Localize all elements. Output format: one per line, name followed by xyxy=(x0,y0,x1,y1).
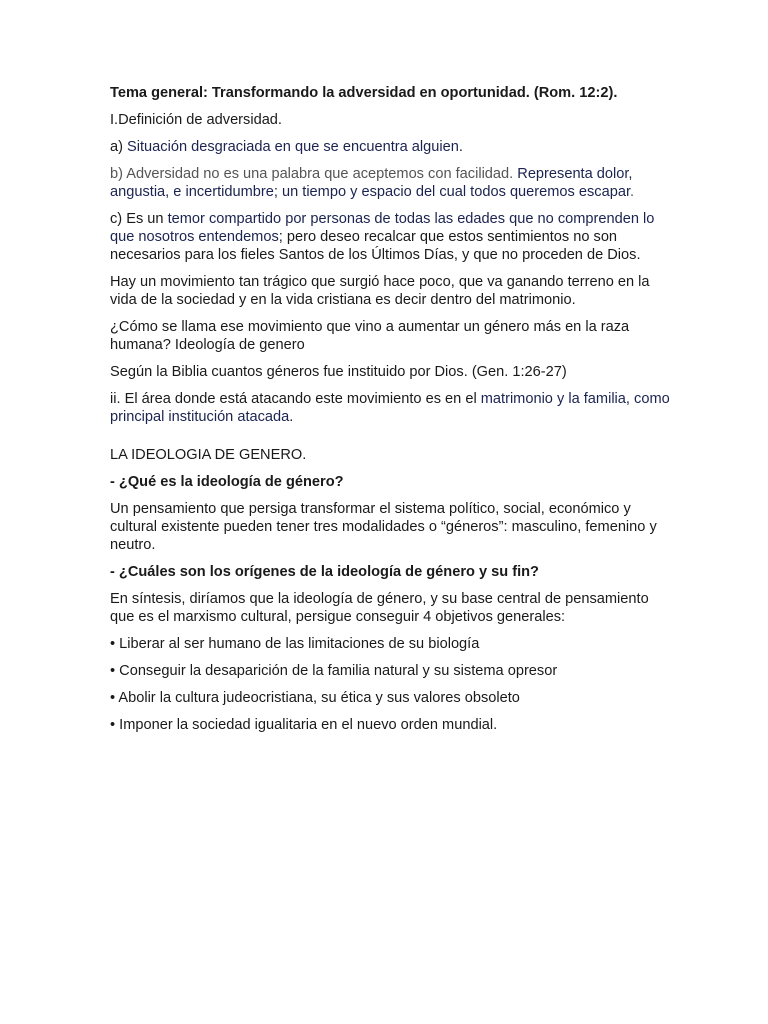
item-ii xyxy=(110,390,670,426)
document-title: Tema general: Transformando la adversidad en oportunidad. (Rom. 12:2). xyxy=(110,85,618,101)
section-title: LA IDEOLOGIA DE GENERO. xyxy=(110,447,307,463)
objectives-list xyxy=(110,635,670,734)
list-item: • Liberar al ser humano de las limitaciones de su biología xyxy=(110,636,480,652)
bible-question: Según la Biblia cuantos géneros fue instituido por Dios. (Gen. 1:26-27) xyxy=(110,364,567,380)
item-b-part3: . xyxy=(630,184,635,200)
item-a-prefix: a) xyxy=(110,139,128,155)
item-ii-part3: . xyxy=(289,409,294,425)
item-ii-part1: ii. El área donde está atacando este movimiento es en el xyxy=(110,391,481,407)
item-a xyxy=(110,138,670,156)
item-ii-part2: matrimonio y la familia, como principal institución atacada xyxy=(110,391,670,425)
list-item: • Abolir la cultura judeocristiana, su ética y sus valores obsoleto xyxy=(110,690,520,706)
list-item: • Conseguir la desaparición de la familia natural y su sistema opresor xyxy=(110,663,558,679)
item-c xyxy=(110,210,670,264)
item-b xyxy=(110,165,670,201)
list-item: • Imponer la sociedad igualitaria en el nuevo orden mundial. xyxy=(110,717,498,733)
item-b-part1: b) Adversidad no es una palabra que aceptemos con facilidad. xyxy=(110,166,518,182)
document-page xyxy=(110,84,670,743)
question-what-is: - ¿Qué es la ideología de género? xyxy=(110,474,344,490)
question-origins: - ¿Cuáles son los orígenes de la ideología de género y su fin? xyxy=(110,564,539,580)
definition-heading: I.Definición de adversidad. xyxy=(110,112,282,128)
item-b-part2: Representa dolor, angustia, e incertidumbre; un tiempo y espacio del cual todos queremos escapar xyxy=(110,166,633,200)
item-c-part1: c) Es un xyxy=(110,211,168,227)
answer-origins: En síntesis, diríamos que la ideología de género, y su base central de pensamiento que es el marxismo cultural, persigue conseguir 4 objetivos generales: xyxy=(110,591,649,625)
item-c-part2: temor compartido por personas de todas las edades que no comprenden lo que nosotros entendemos xyxy=(110,211,655,245)
item-a-main: Situación desgraciada en que se encuentra alguien xyxy=(127,139,459,155)
movement-paragraph: Hay un movimiento tan trágico que surgió hace poco, que va ganando terreno en la vida de la sociedad y en la vida cristiana es decir dentro del matrimonio. xyxy=(110,274,650,308)
answer-what-is: Un pensamiento que persiga transformar el sistema político, social, económico y cultural existente pueden tener tres modalidades o “géneros”: masculino, femenino y neutro. xyxy=(110,501,657,553)
movement-question: ¿Cómo se llama ese movimiento que vino a aumentar un género más en la raza humana? Ideología de genero xyxy=(110,319,630,353)
item-a-suffix: . xyxy=(458,139,463,155)
item-c-part3: ; pero deseo recalcar que estos sentimientos no son necesarios para los fieles Santos de los Últimos Días, y que no proceden de Dios. xyxy=(110,229,641,263)
